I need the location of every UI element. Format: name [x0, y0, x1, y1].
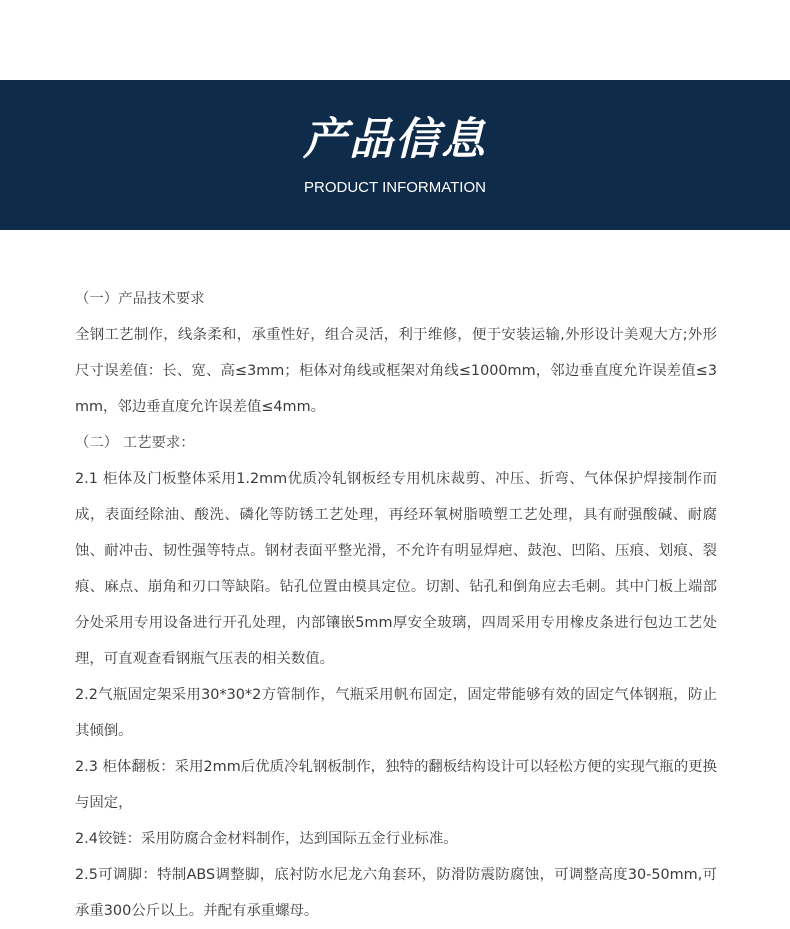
product-info-content [75, 281, 717, 929]
page-subtitle: PRODUCT INFORMATION [304, 179, 486, 196]
section-heading-process: （二） 工艺要求： [75, 435, 195, 451]
paragraph-technical-requirements: 全钢工艺制作，线条柔和，承重性好，组合灵活，利于维修，便于安装运输,外形设计美观大方;外形尺寸误差值：长、宽、高≤3mm；柜体对角线或框架对角线≤1000mm，邻边垂直度允许误差值≤3mm，邻边垂直度允许误差值≤4mm。 [75, 327, 717, 415]
paragraph-adjustable-feet: 2.5可调脚：特制ABS调整脚，底衬防水尼龙六角套环，防滑防震防腐蚀，可调整高度30-50mm,可承重300公斤以上。并配有承重螺母。 [75, 867, 717, 919]
section-heading-technical: （一）产品技术要求 [75, 291, 205, 307]
paragraph-cabinet-body: 2.1 柜体及门板整体采用1.2mm优质冷轧钢板经专用机床裁剪、冲压、折弯、气体保护焊接制作而成，表面经除油、酸洗、磷化等防锈工艺处理，再经环氧树脂喷塑工艺处理，具有耐强酸碱、耐腐蚀、耐冲击、韧性强等特点。钢材表面平整光滑，不允许有明显焊疤、鼓泡、凹陷、压痕、划痕、裂痕、麻点、崩角和刃口等缺陷。钻孔位置由模具定位。切割、钻孔和倒角应去毛刺。其中门板上端部分处采用专用设备进行开孔处理，内部镶嵌5mm厚安全玻璃，四周采用专用橡皮条进行包边工艺处理，可直观查看钢瓶气压表的相关数值。 [75, 471, 717, 667]
paragraph-cylinder-holder: 2.2气瓶固定架采用30*30*2方管制作，气瓶采用帆布固定，固定带能够有效的固定气体钢瓶，防止其倾倒。 [75, 687, 717, 739]
paragraph-flip-plate: 2.3 柜体翻板：采用2mm后优质冷轧钢板制作，独特的翻板结构设计可以轻松方便的实现气瓶的更换与固定， [75, 759, 717, 811]
page-title: 产品信息 [303, 114, 487, 165]
paragraph-hinge: 2.4铰链：采用防腐合金材料制作，达到国际五金行业标准。 [75, 831, 458, 847]
